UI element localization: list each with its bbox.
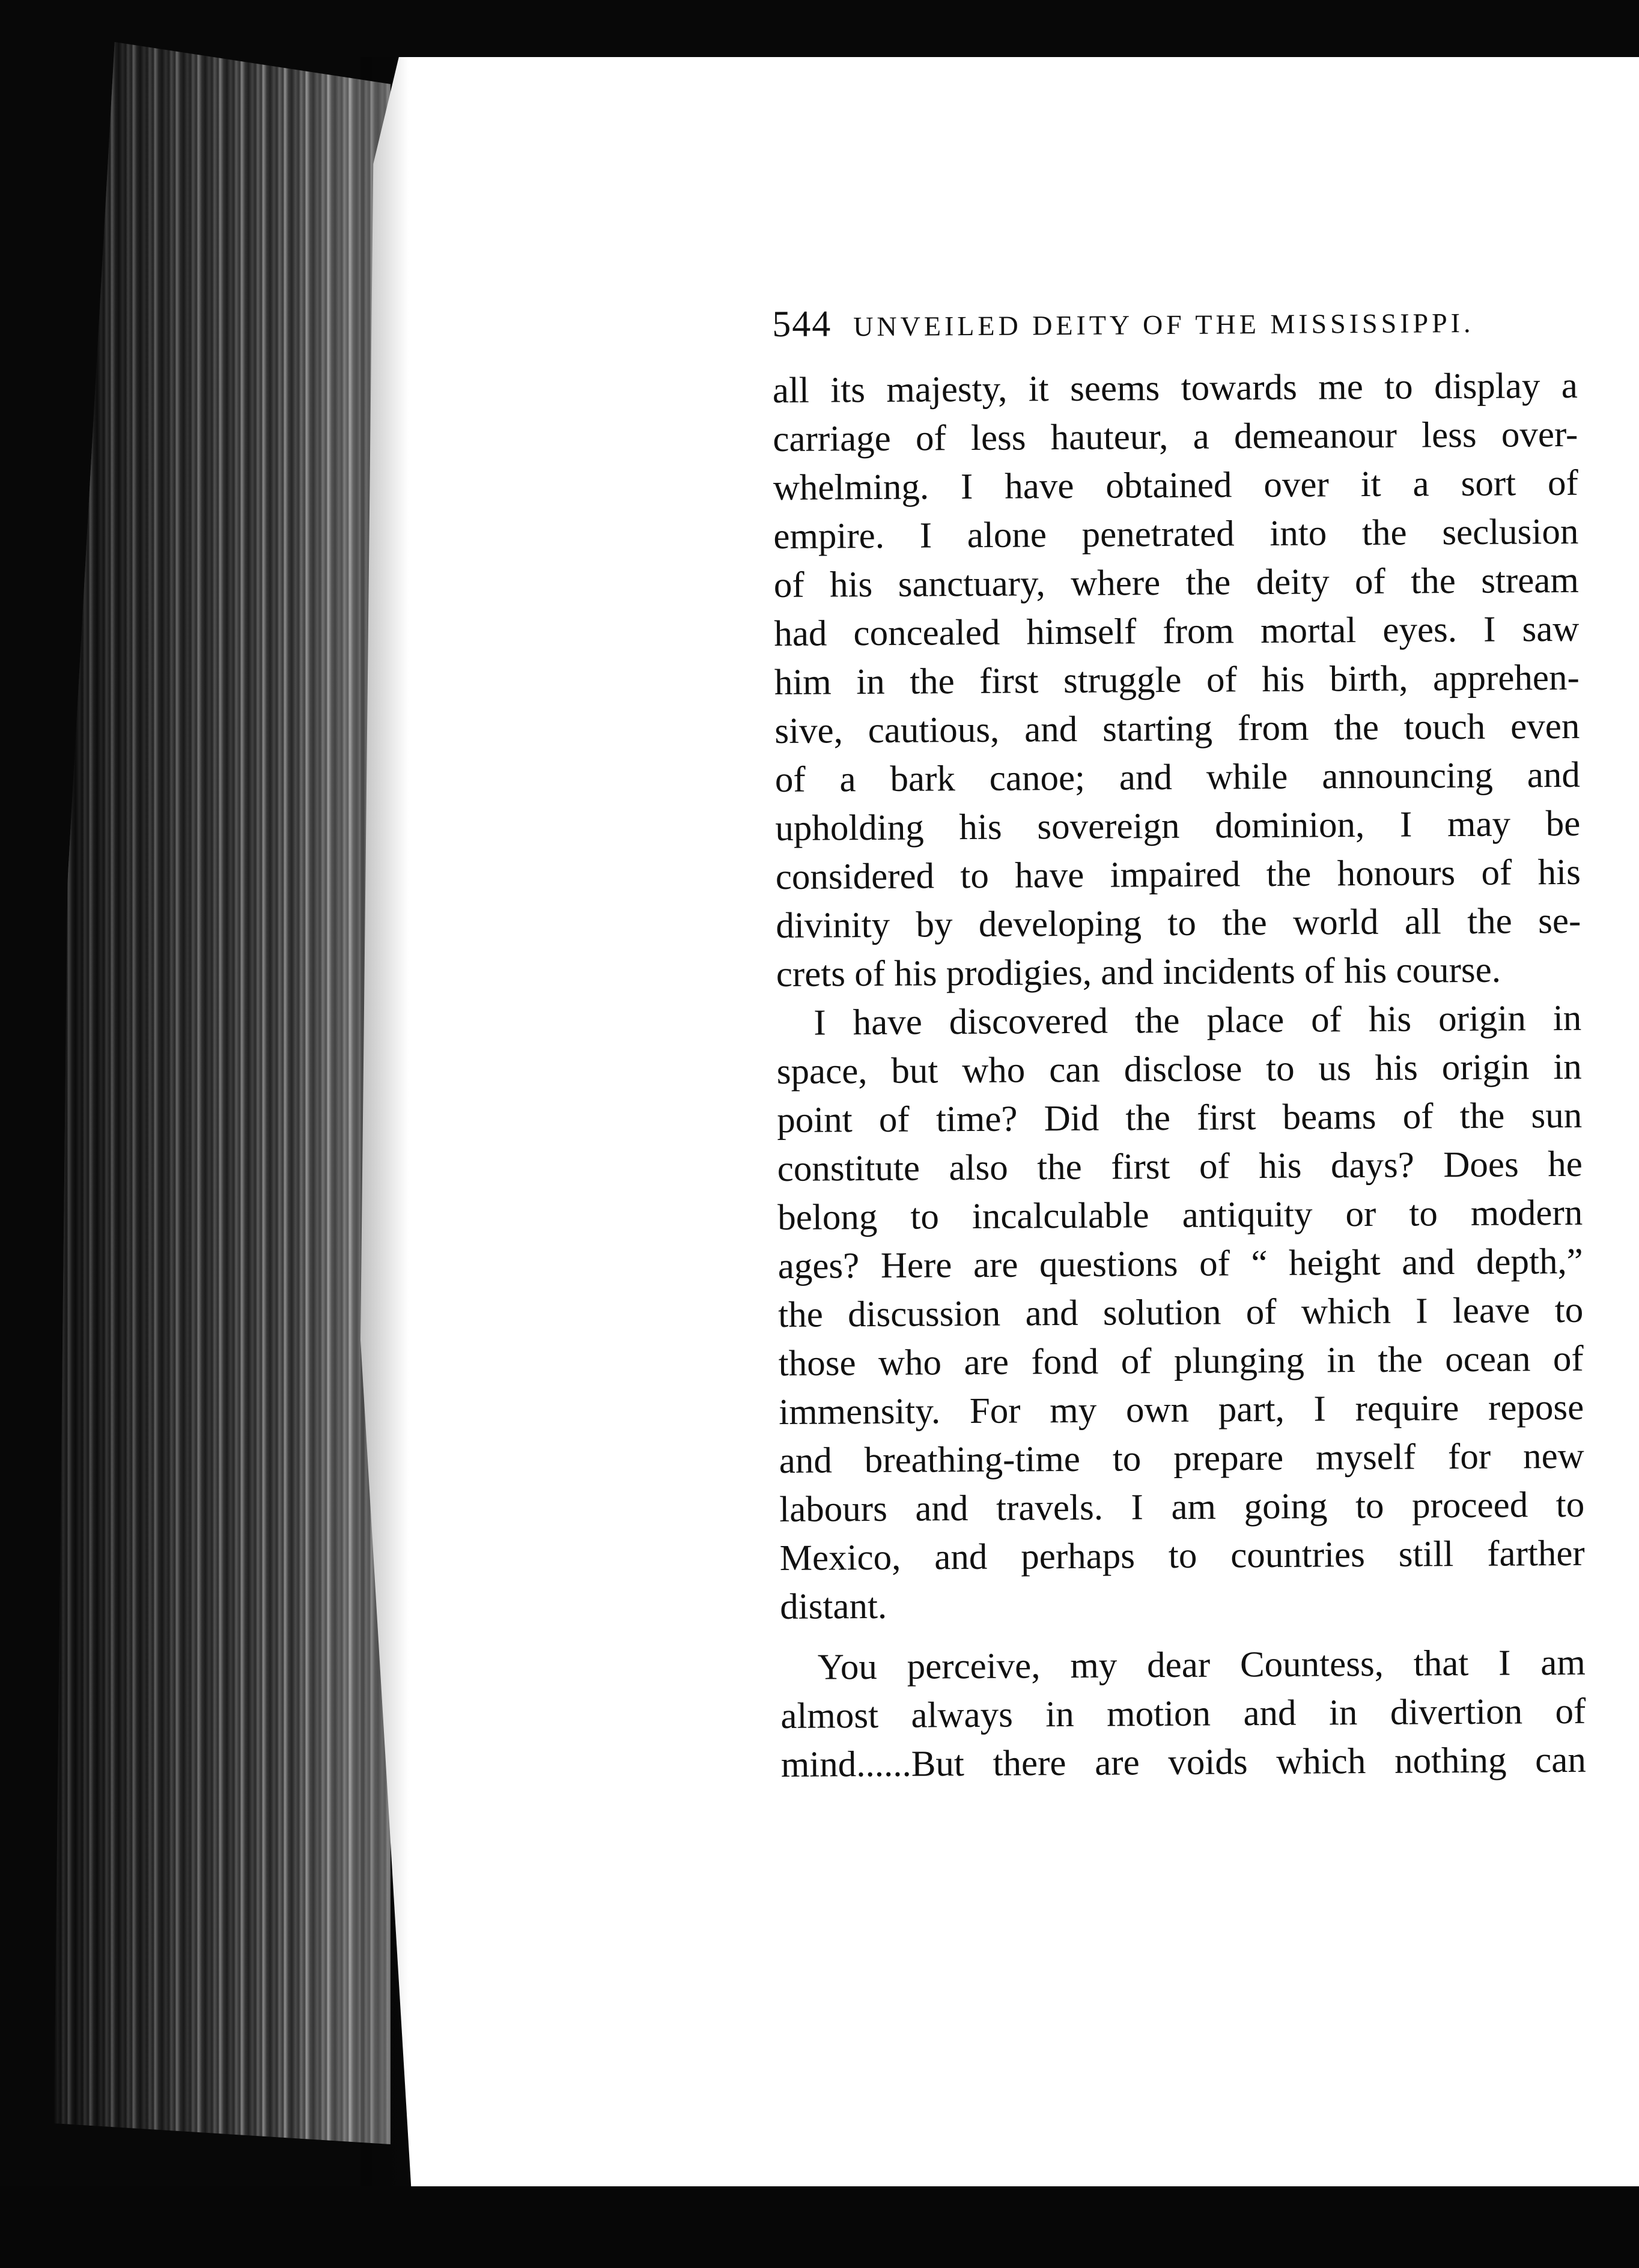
text-line: almost always in motion and in divertion of <box>780 1691 1586 1736</box>
text-line: mind......But there are voids which nothing can <box>780 1739 1587 1785</box>
text-line: carriage of less hauteur, a demeanour less over- <box>773 414 1578 459</box>
paragraph <box>773 362 1581 999</box>
text-line: crets of his prodigies, and incidents of his course. <box>776 950 1501 995</box>
text-line: considered to have impaired the honours of his <box>775 852 1581 897</box>
background-surface <box>0 2186 1639 2268</box>
text-line: had concealed himself from mortal eyes. I saw <box>774 608 1580 654</box>
text-line: I have discovered the place of his origin in <box>813 998 1582 1043</box>
text-line: empire. I alone penetrated into the seclusion <box>773 511 1579 557</box>
text-line: point of time? Did the first beams of the sun <box>777 1095 1583 1141</box>
text-line: upholding his sovereign dominion, I may be <box>775 803 1581 849</box>
text-line: ages? Here are questions of “ height and depth,” <box>777 1241 1583 1287</box>
text-line: him in the first struggle of his birth, apprehen- <box>774 657 1580 703</box>
paragraph <box>780 1639 1586 1789</box>
text-line: the discussion and solution of which I leave to <box>778 1290 1584 1335</box>
body-text <box>773 362 1586 1789</box>
text-line: Mexico, and perhaps to countries still farther <box>779 1533 1585 1578</box>
text-line: immensity. For my own part, I require repose <box>779 1387 1584 1433</box>
text-line: all its majesty, it seems towards me to display a <box>772 365 1578 411</box>
text-line: those who are fond of plunging in the ocean of <box>778 1338 1584 1384</box>
text-line: sive, cautious, and starting from the touch even <box>774 706 1580 751</box>
page-text <box>772 299 1586 1789</box>
text-line: belong to incalculable antiquity or to modern <box>777 1192 1583 1238</box>
running-head <box>772 299 1577 346</box>
text-line: labours and travels. I am going to proceed to <box>779 1484 1585 1530</box>
text-line: You perceive, my dear Countess, that I am <box>817 1642 1586 1688</box>
gutter-shadow <box>360 57 409 2195</box>
text-line: divinity by developing to the world all the se- <box>776 900 1581 946</box>
paragraph <box>776 994 1585 1631</box>
book-page-edges <box>54 42 391 2144</box>
text-line: constitute also the first of his days? Does he <box>777 1144 1583 1189</box>
page-number: 544 <box>772 303 832 345</box>
text-line: space, but who can disclose to us his origin in <box>776 1046 1582 1092</box>
running-head-title: UNVEILED DEITY OF THE MISSISSIPPI. <box>853 307 1474 342</box>
text-line: distant. <box>780 1586 887 1627</box>
text-line: and breathing-time to prepare myself for new <box>779 1436 1584 1481</box>
text-line: whelming. I have obtained over it a sort of <box>773 462 1579 508</box>
text-line: of a bark canoe; and while announcing and <box>774 754 1581 800</box>
text-line: of his sanctuary, where the deity of the stream <box>773 560 1580 605</box>
